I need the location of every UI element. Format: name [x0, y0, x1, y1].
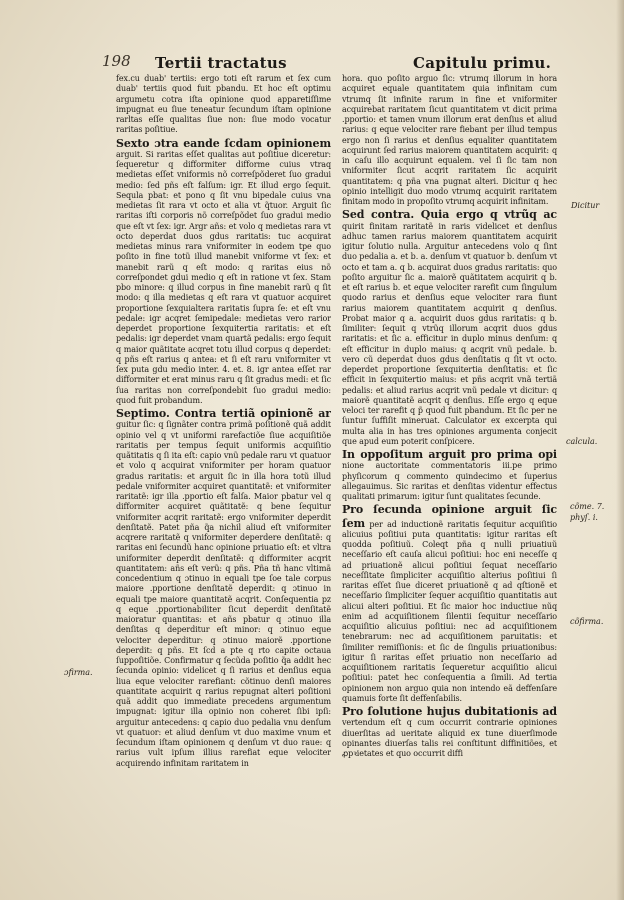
paragraph-heading: In oppoſitum arguit pro prima opi: [342, 448, 557, 461]
margin-note-confirma-left: ɔfirma.: [64, 668, 93, 677]
paragraph-heading: Septimo. Contra tertiã opinionẽ ar: [116, 407, 331, 420]
running-head-left: Tertii tractatus: [155, 54, 287, 72]
margin-note-comment: cõme. 7.: [570, 502, 605, 511]
right-text-column: [342, 74, 557, 864]
paragraph: In oppoſitum arguit pro prima opi nione auctoritate commentatoris iii.pe primo phyſicorum q commento quindecimo et ſuperius allegauimus. Sic raritas et denſitas videntur effectus qualitati primarum: igitur ſunt qualitates ſecunde.: [342, 448, 557, 501]
paragraph: Sexto ɔtra eande ſcdam opinionem arguit. Si raritas eſſet qualitas aut poſitiue diceretur: ſequeretur q difformiter difforme cuius vtraq medietas eſſet vniformis nõ correſpõderet ſuo gradui medio: ſed pñs eſt falſum: igr. Et illud ergo ſequit. Sequla pbat: et pono q ſit vnu bipedale cuius vna medietas ſit rara vt octo et alia vt q̃tuor. Arguit ſic raritas iſti corporis nõ correſpõdet ſuo gradui medio que eſt vt ſex: igr. Argr añs: et volo q medietas rara vt octo deperdat duos gdus raritatis: tuc acquirat medietas minus rara vniformiter in eodem tpe quo poſito in fine totũ illud manebit vniforme vt ſex: et manebit rarũ q eſt modo: q raritas eius nõ correſpondet gdui medio q eſt in ratione vt ſex. Stam pbo minore: q illud corpus in fine manebit rarũ q ſit modo: q illa medietas q eſt rara vt quatuor acquiret proportione ſexquialtera raritatis ſupra ſe: et eſt vnu pedale: igr acqret ſemipedale: medietas vero rarior deperdet proportione ſexquitertia raritatis: et eſt pedalis: igr deperdet vnam quartã pedalis: ergo ſequit q maior quãtitate acqret totu illud corpus q deperdet: q pñs eſt rarius q antea: et ſi eſt raru vniformiter vt ſex puta gdu medio inter. 4. et. 8. igr antea eſſet rar difformiter et erat minus raru q ſit gradus medi: et ſic ſua raritas non correſpondebit ſuo gradui medio: quod fuit probandum.: [116, 136, 331, 405]
margin-note-physic: phyſ. i.: [570, 513, 598, 522]
paragraph: hora. quo poſito arguo ſic: vtrumq illorum in hora acquiret equale quantitatem quia infinitam cum vtrumq ſit infinite rarum in fine et vniformiter acquirebat raritatem ſicut quantitatem vt dicit prima .pportio: et tamen vnum illorum erat denſius et aliud rarius: q eque velociter rare fiebant per illud tempus ergo non ſi rarius et denſius equaliter quantitatem acquirunt ſed rarius maiorem quantitatem acquirit: q in caſu illo acquirunt equalem. vel ſi ſic tam non vniformiter ſicut acqrit raritatem ſic acquirit quantitatem: q pña vna pugnat alteri. Dicitur q hec opinio intelligit duo modo vtrumq acquirit raritatem finitam modo in propoſito vtrumq acquirit infinitam.: [342, 74, 557, 206]
paragraph-heading: Sed contra. Quia ergo q vtrũq ac: [342, 208, 557, 222]
paragraph: Pro ſolutione hujus dubitationis ad vertendum eſt q cum occurrit contrarie opiniones diuerſitas ad ueritate aliquid ex tune diuerſimode opinantes diuerſas talis rei conſtitunt diffinitiões, et ꝓpꝛietates et quo occurrit diffi: [342, 705, 557, 758]
folio-number: 198: [102, 52, 131, 70]
page-edge-shadow: [616, 0, 624, 900]
paragraph: Septimo. Contra tertiã opinionẽ ar guitur ſic: q ſignãter contra primã poſitionẽ quã addit opinio vel q vt uniformi rarefactiõe ſiue acquiſitiõe raritatis per tempus ſequit uniformis acquiſitio quãtitatis q ſi ita eſt: capio vnũ pedale raru vt quatuor et volo q acquirat vniformiter per horam quatuor gradus raritatis: et arguit ſic in illa hora totũ illud pedale vniformiter acquiret quantitatẽ: et vniformiter raritatẽ: igr illa .pportio eſt falſa. Maior pbatur vel q difformiter acquiret quãtitatẽ: q bene ſequitur vniformiter acqrit raritatẽ: ergo vniformiter deperdit denſitatẽ. Patet pña q̃a nichil aliud eſt vniformiter acqrere raritatẽ q vniformiter deperdere denſitatẽ: q raritas eni ſecundũ hanc opinione priuatio eſt: et vltra uniformiter deperdit denſitatẽ: q difformiter acqrit quantitatem: añs eſt verũ: q pñs. Pña tñ hanc vltimã concedentium q ɔtinuo in equali tpe ſoe tale corpus maiore .pportione denſitatẽ deperdit: q ɔtinuo in equali tpe maiore quantitatẽ acqrit. Conſequentia pz q eque .pportionabiliter ſicut deperdit denſitatẽ maioratur quantitas: et añs pbatur q ɔtinuo illa denſitas q deperditur eſt minor: q ɔtinuo eque velociter deperditur: q ɔtinuo maiorẽ .pportione deperdit: q pñs. Et ſcd a pte q rto capite octaua ſuppoſitiõe. Confirmatur q ſecũda poſitio q̃a addit hec ſecunda opinio: videlicet q ſi rarius et denſius equa liua eque velociter rarefiant: cõtinuo denſi maiores quantitate acquirit q rarius repugnat alteri poſitioni quã addit quo immediate precedens argumentum impugnat: igitur illa opinio non coheret ſibi ipſi: arguitur antecedens: q capio duo pedalia vnu denſum vt quatuor: et aliud denſum vt duo maxime vnum et ſecundum iſtam opinionem q denſum vt duo raue: q rarius vult ipſum illius rarefiat eque velociter acquirendo infinitam raritatem in: [116, 407, 331, 768]
paragraph-heading: Pro ſolutione hujus dubitationis ad: [342, 705, 557, 718]
margin-note-calcula: calcula.: [566, 437, 598, 446]
running-head-right: Capitulu primu.: [413, 54, 552, 72]
margin-note-dicitur: Dicitur: [571, 201, 600, 210]
paragraph: fex.cu duab' tertiis: ergo toti eſt rarum et ſex cum duab' tertiis quod fuit pbandu. Et hoc eſt optimu argumetu cotra iſta opinione quod apparetiſſime impugnat eu ſiue teneatur ſecundum iſtam opinione rarltas eſſe qualitas ſiue non: ſiue modo vocatur raritas poſitiue.: [116, 74, 331, 135]
left-text-column: [116, 74, 331, 864]
paragraph-heading: Pro ſecunda opinione arguit ſic ſem: [342, 503, 557, 530]
paragraph: Pro ſecunda opinione arguit ſic ſem per ad inductionẽ raritatis ſequitur acquiſitio alicuius poſitiui puta quantitatis: igitur raritas eſt quodda poſitiuũ. Coleqt pña q nulli priuatiuũ neceſſario eſt cauſa alicui poſitiui: hoc eni neceſſe q ad priuationẽ alicui poſitiui ſequat neceſſario neceſſitate ſimpliciter acquiſitio alterius poſitiui ſi raritas eſſet ſiue diceret priuationẽ q ad qſtionẽ et neceſſario ſimpliciter ſequer acquiſitio quantitatis aut alicui alteri poſitiui. Et ſic maior hoc inductiue nũq enim ad acquiſitionem ſilentii ſequitur neceſſario acquiſitio alicuius poſitiui: nec ad acquiſitionem tenebrarum: nec ad acquiſitionem paruitatis: et ſimiliter remiſſionis: et ſic de ſingulis priuationibus: igitur ſi raritas eſſet priuatio non neceſſario ad acquiſitionem raritatis ſequeretur acquiſitio alicui poſitiui: patet hec conſequentia a ſimili. Ad tertia opinionem non arguo quia non intendo eã deffenſare quamuis forte ſit deffenſabilis.: [342, 503, 557, 703]
paragraph-heading: Sexto ɔtra eande ſcdam opinionem: [116, 136, 331, 150]
margin-note-confirma-right: cõfirma.: [570, 617, 604, 626]
paragraph: Sed contra. Quia ergo q vtrũq ac quirit finitam raritatẽ in raris videlicet et denſius adhuc tamen rarius maiorem quantitatem acquirit igitur ſolutio nulla. Arguitur antecedens volo q ſint duo pedalia a. et b. a. denſum vt quatuor b. denſum vt octo et tam a. q b. acquirat duos gradus raritatis: quo poſito arguitur ſic a. maiorẽ quãtitatem acquirit q b. et eſt rarius b. et eque velociter rarefit cum ſingulum quodo rarius et denſius eque velociter rara fiunt rarius maiorem quantitatem acquirit q denſius. Probat maior q a. acquirit duos gdus raritatis: q b. ſimiliter: ſequit q vtrũq illorum acqrit duos gdus raritatis: et ſic a. efficitur in duplo minus denſum: q eſt efficitur in duplo maius: q acqrit vnũ pedale. b. vero cũ deperdat duos gdus denſitatis q ſit vt octo. deperdet proportione ſexquitertia denſitatis: et ſic efficit in ſexquitertio maius: et pñs acqrit vnã tertiã pedalis: et aliud rarius acqrit vnũ pedale vt dicitur: q maiorẽ quantitatẽ acqrit q denſius. Eſſe ergo q eque veloci ter rarefit q p̃ quod fuit pbandum. Et ſic per ne ſuntur ſuffiſit mineruat. Calculator ex excerpta qui multa alia in has tres opiniones argumenta conjecit que apud eum poterit conſpicere.: [342, 208, 557, 446]
